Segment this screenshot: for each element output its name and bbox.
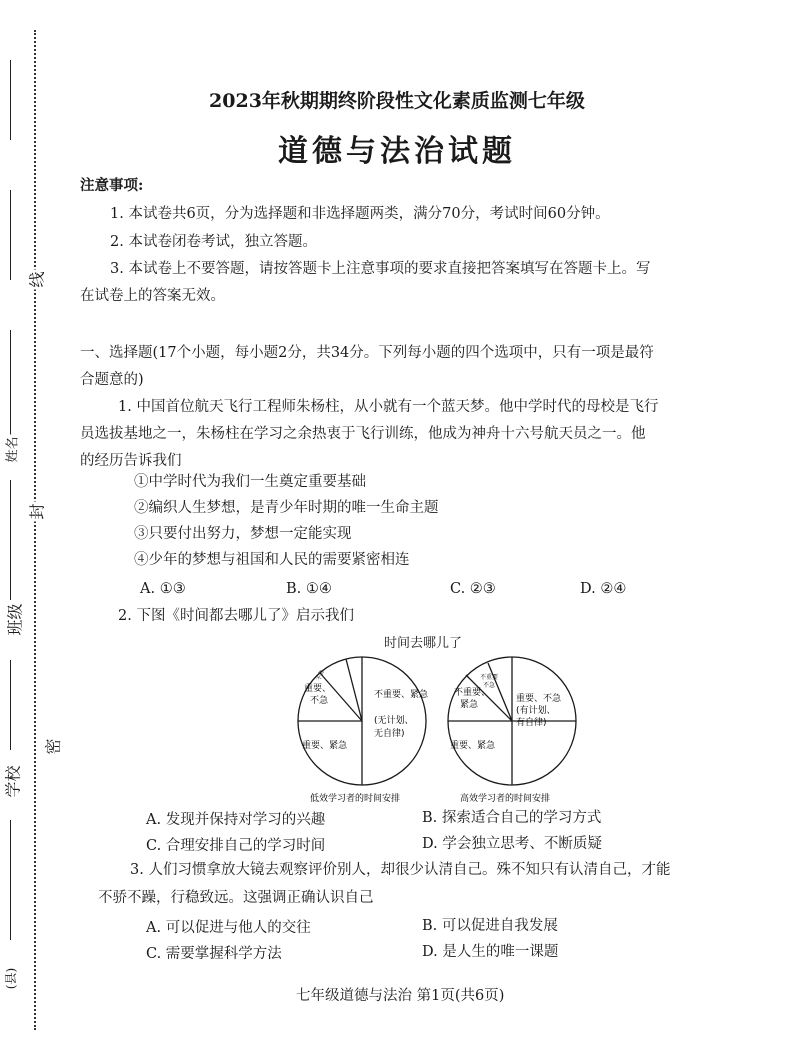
q2-option-d: D. 学会独立思考、不断质疑 — [422, 836, 602, 852]
margin-rule — [10, 660, 11, 750]
margin-label-county: (县) — [4, 967, 19, 990]
q1-stem: 员选拔基地之一，朱杨柱在学习之余热衷于飞行训练，他成为神舟十六号航天员之一。他 — [80, 426, 646, 442]
q1-stem: 1. 中国首位航天飞行工程师朱杨柱，从小就有一个蓝天梦。他中学时代的母校是飞行 — [118, 399, 659, 415]
notice-item: 1. 本试卷共6页，分为选择题和非选择题两类，满分70分，考试时间60分钟。 — [110, 206, 610, 222]
margin-rule — [10, 820, 11, 940]
margin-label-school: 学校 — [1, 763, 24, 799]
margin-label-seal: 封 — [25, 501, 48, 521]
exam-title: 2023年秋期期终阶段性文化素质监测七年级 — [209, 90, 585, 112]
q2-option-b: B. 探索适合自己的学习方式 — [422, 810, 602, 826]
q1-statement: ③只要付出努力，梦想一定能实现 — [134, 526, 352, 542]
q1-option-d: D. ②④ — [580, 581, 627, 597]
seal-dotted-line — [34, 30, 36, 1030]
notice-item: 3. 本试卷上不要答题，请按答题卡上注意事项的要求直接把答案填写在答题卡上。写 — [110, 261, 651, 277]
right-pie-caption: 高效学习者的时间安排 — [460, 794, 551, 804]
q3-option-b: B. 可以促进自我发展 — [422, 918, 558, 934]
left-pie-label: 重要、 — [304, 684, 332, 694]
q1-statement: ②编织人生梦想，是青少年时期的唯一生命主题 — [134, 500, 439, 516]
notice-item-cont: 在试卷上的答案无效。 — [80, 288, 225, 304]
margin-rule — [10, 480, 11, 600]
subject-title: 道德与法治试题 — [278, 134, 516, 169]
notice-heading: 注意事项: — [80, 177, 144, 194]
left-pie-label: 重要、紧急 — [302, 741, 348, 751]
notice-item: 2. 本试卷闭卷考试，独立答题。 — [110, 234, 317, 250]
q3-stem: 3. 人们习惯拿放大镜去观察评价别人，却很少认清自己。殊不知只有认清自己，才能 — [130, 862, 671, 878]
margin-label-class: 班级 — [3, 601, 26, 637]
left-pie-label: 无自律) — [374, 729, 405, 739]
q1-stem: 的经历告诉我们 — [80, 453, 182, 469]
margin-label-name: 姓名 — [2, 434, 21, 464]
q1-statement: ①中学时代为我们一生奠定重要基础 — [134, 474, 366, 490]
margin-rule — [10, 190, 11, 280]
q2-stem: 2. 下图《时间都去哪儿了》启示我们 — [118, 608, 354, 624]
left-pie-caption: 低效学习者的时间安排 — [310, 794, 401, 804]
q1-option-b: B. ①④ — [286, 581, 332, 597]
margin-label-line: 线 — [25, 269, 48, 289]
left-pie-label: (无计划、 — [374, 716, 414, 726]
left-pie-label: 不急 — [310, 696, 329, 706]
page-footer: 七年级道德与法治 第1页(共6页) — [296, 988, 505, 1004]
q2-option-c: C. 合理安排自己的学习时间 — [146, 838, 326, 854]
q1-option-c: C. ②③ — [450, 581, 496, 597]
q3-option-c: C. 需要掌握科学方法 — [146, 946, 282, 962]
section-heading: 一、选择题(17个小题，每小题2分，共34分。下列每小题的四个选项中，只有一项是最符 — [80, 345, 654, 361]
margin-rule — [10, 330, 11, 450]
right-pie — [448, 657, 576, 785]
q1-option-a: A. ①③ — [140, 581, 186, 597]
left-pie-small-label: 不急 — [316, 669, 326, 682]
right-pie-label: 紧急 — [460, 700, 479, 710]
right-pie-label: 重要、不急 — [516, 694, 562, 704]
section-heading-cont: 合题意的) — [80, 372, 144, 388]
right-pie-label: 有自律) — [516, 718, 547, 728]
q3-stem: 不骄不躁，行稳致远。这强调正确认识自己 — [98, 890, 374, 906]
q3-option-d: D. 是人生的唯一课题 — [422, 944, 559, 960]
figure-title: 时间去哪儿了 — [384, 636, 463, 651]
time-pie-figure — [290, 645, 600, 805]
margin-label-secret: 密 — [41, 736, 64, 756]
q3-option-a: A. 可以促进与他人的交往 — [146, 920, 311, 936]
q1-statement: ④少年的梦想与祖国和人民的需要紧密相连 — [134, 552, 410, 568]
right-pie-label: 不重要、 — [454, 688, 491, 698]
left-pie-label: 不重要、紧急 — [374, 690, 429, 700]
right-pie-label: 重要、紧急 — [450, 741, 496, 751]
right-pie-small-label: 不重要 — [480, 674, 499, 681]
right-pie-small-label: 不急 — [483, 682, 496, 689]
q2-option-a: A. 发现并保持对学习的兴趣 — [146, 812, 326, 828]
right-pie-label: (有计划、 — [516, 706, 556, 716]
